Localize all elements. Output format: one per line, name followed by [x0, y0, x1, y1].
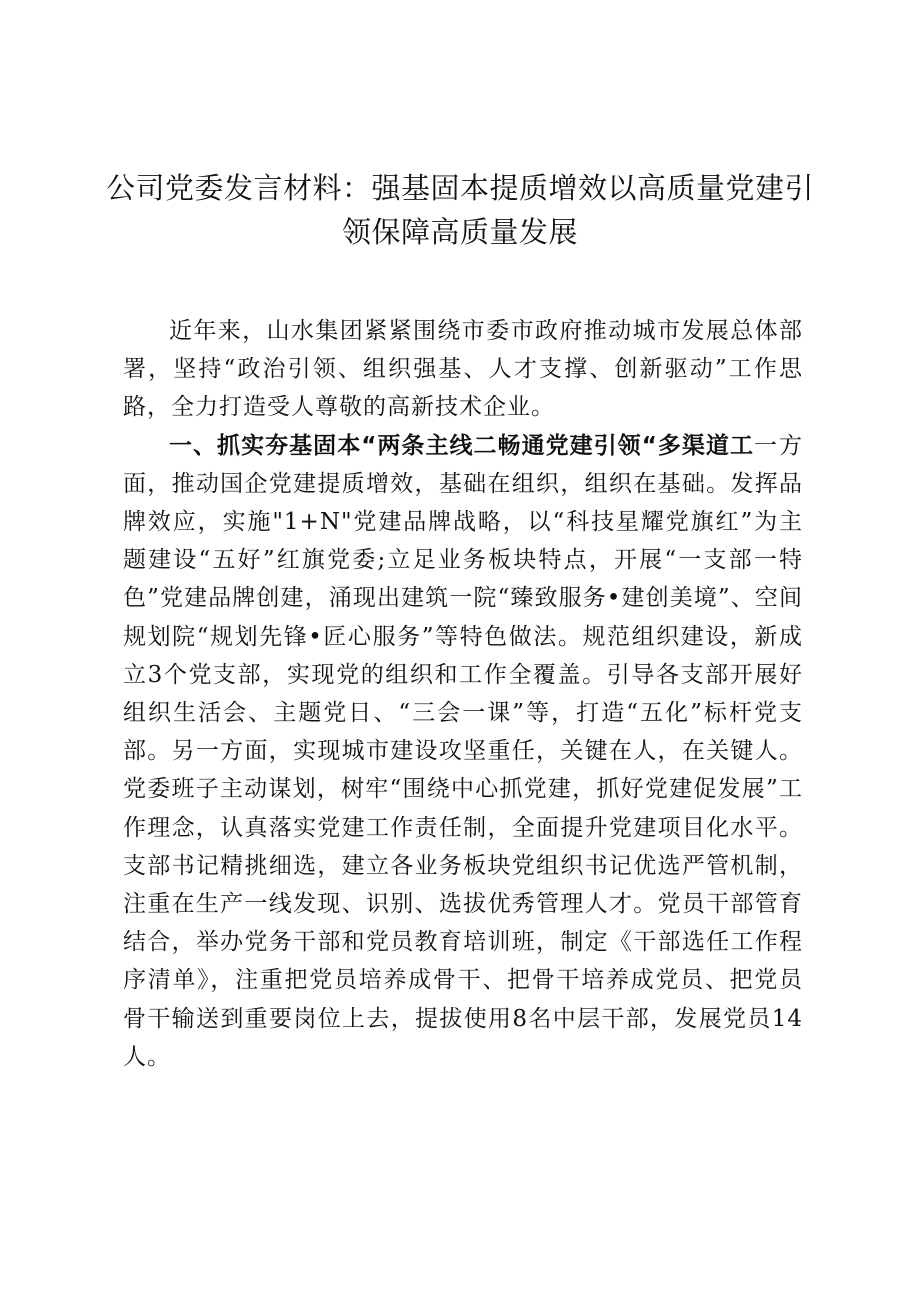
section-1-text: 一方面，推动国企党建提质增效，基础在组织，组织在基础。发挥品牌效应，实施"1+N"党建品牌战略，以“科技星耀党旗红”为主题建设“五好”红旗党委;立足业务板块特点，开展“一支部一特色”党建品牌创建，涌现出建筑一院“臻致服务•建创美境”、空间规划院“规划先锋•匠心服务”等特色做法。规范组织建设，新成立3个党支部，实现党的组织和工作全覆盖。引导各支部开展好组织生活会、主题党日、“三会一课”等，打造“五化”标杆党支部。另一方面，实现城市建设攻坚重任，关键在人，在关键人。党委班子主动谋划，树牢“围绕中心抓党建，抓好党建促发展”工作理念，认真落实党建工作责任制，全面提升党建项目化水平。支部书记精挑细选，建立各业务板块党组织书记优选严管机制，注重在生产一线发现、识别、选拔优秀管理人才。党员干部管育结合，举办党务干部和党员教育培训班，制定《干部选任工作程序清单》，注重把党员培养成骨干、把骨干培养成党员、把党员骨干输送到重要岗位上去，提拔使用8名中层干部，发展党员14人。: [123, 432, 803, 1070]
section-1-heading: 一、抓实夯基固本“两条主线二畅通党建引领“多渠道工: [169, 432, 754, 459]
title-line-2: 领保障高质量发展: [341, 215, 578, 249]
title-line-1: 公司党委发言材料：强基固本提质增效以高质量党建引: [105, 171, 814, 205]
document-title: [100, 166, 820, 254]
paragraph-section-1: [123, 427, 803, 1076]
paragraph-intro: [123, 312, 803, 427]
document-body: [123, 312, 803, 1076]
paragraph-intro-text: 近年来，山水集团紧紧围绕市委市政府推动城市发展总体部署，坚持“政治引领、组织强基、人才支撑、创新驱动”工作思路，全力打造受人尊敬的高新技术企业。: [123, 318, 803, 421]
